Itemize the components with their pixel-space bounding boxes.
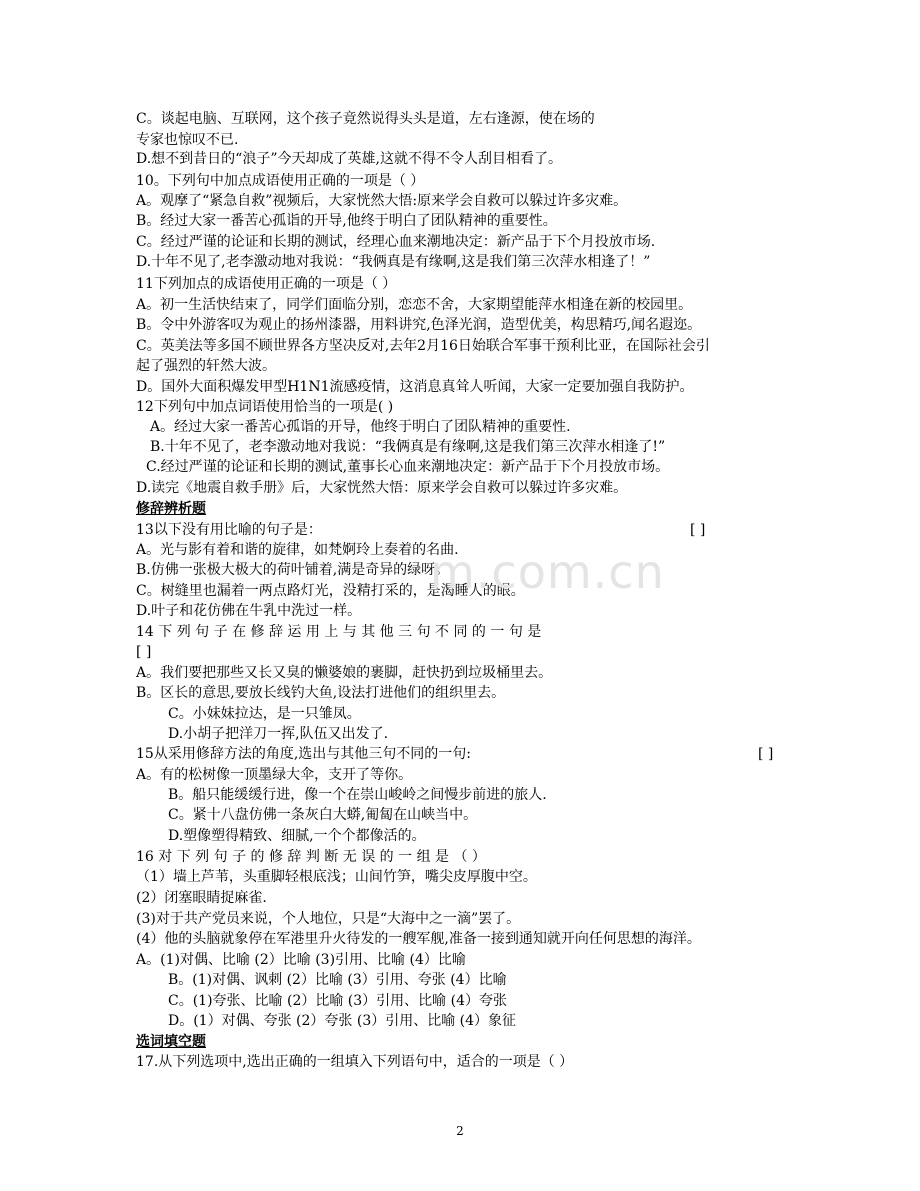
text-line: 15从采用修辞方法的角度,选出与其他三句不同的一句: [136, 746, 471, 762]
text-line: B。区长的意思,要放长线钓大鱼,设法打进他们的组织里去。 [136, 685, 506, 701]
text-line: C。小妹妹拉达，是一只雏凤。 [168, 706, 361, 722]
text-line: D.塑像塑得精致、细腻,一个个都像活的。 [168, 828, 426, 844]
watermark: m.com.cn [430, 545, 665, 599]
text-line: A。我们要把那些又长又臭的懒婆娘的裹脚，赶快扔到垃圾桶里去。 [136, 665, 553, 681]
text-line: B。船只能缓缓行进，像一个在崇山峻岭之间慢步前进的旅人. [168, 787, 547, 803]
text-line: D.读完《地震自救手册》后，大家恍然大悟：原来学会自救可以躲过许多灾难。 [136, 480, 628, 496]
text-line: 12下列句中加点词语使用恰当的一项是( ) [136, 399, 394, 415]
text-line: 14 下 列 句 子 在 修 辞 运 用 上 与 其 他 三 句 不 同 的 一 句 是 [136, 624, 542, 640]
text-line: 11下列加点的成语使用正确的一项是（ ） [136, 276, 397, 292]
text-line: (2）闭塞眼睛捉麻雀. [136, 890, 267, 906]
text-line: A。观摩了“紧急自救”视频后，大家恍然大悟:原来学会自救可以躲过许多灾难。 [136, 193, 628, 209]
text-line: D.小胡子把洋刀一挥,队伍又出发了. [168, 726, 389, 742]
section-heading: 选词填空题 [136, 1034, 206, 1050]
text-line: D.想不到昔日的“浪子”今天却成了英雄,这就不得不令人刮目相看了。 [136, 151, 562, 167]
text-line: 13以下没有用比喻的句子是： [136, 522, 322, 538]
text-line: (4）他的头脑就象停在军港里升火待发的一艘军舰,准备一接到通知就开向任何思想的海洋。 [136, 931, 701, 947]
text-line: B.十年不见了，老李激动地对我说：“我俩真是有缘啊,这是我们第三次萍水相逢了!” [150, 439, 666, 455]
text-line: C。树缝里也漏着一两点路灯光，没精打采的，是渴睡人的眼。 [136, 583, 525, 599]
text-line: C。经过严谨的论证和长期的测试，经理心血来潮地决定：新产品于下个月投放市场. [136, 234, 656, 250]
text-line: 10。下列句中加点成语使用正确的一项是（ ） [136, 173, 425, 189]
text-line: A。(1)对偶、比喻 (2）比喻 (3)引用、比喻 (4）比喻 [136, 952, 466, 968]
text-line: A。光与影有着和谐的旋律，如梵婀玲上奏着的名曲. [136, 542, 459, 558]
text-line: B.仿佛一张极大极大的荷叶铺着,满是奇异的绿呀。 [136, 562, 450, 578]
text-line: [ ] [136, 644, 152, 660]
text-line: （1）墙上芦苇，头重脚轻根底浅；山间竹笋，嘴尖皮厚腹中空。 [136, 869, 537, 885]
text-line: 17.从下列选项中,选出正确的一组填入下列语句中，适合的一项是（ ） [136, 1054, 574, 1070]
text-line: (3)对于共产党员来说，个人地位，只是“大海中之一滴”罢了。 [136, 911, 521, 927]
text-line: 专家也惊叹不已. [136, 132, 239, 148]
text-line: 16 对 下 列 句 子 的 修 辞 判 断 无 误 的 一 组 是 （ ） [136, 849, 486, 865]
text-line: B。(1)对偶、讽刺 (2）比喻 (3）引用、夸张 (4）比喻 [168, 972, 507, 988]
page-number: 2 [456, 1124, 464, 1138]
text-line: A。经过大家一番苦心孤诣的开导，他终于明白了团队精神的重要性. [150, 419, 571, 435]
text-line: B。令中外游客叹为观止的扬州漆器，用料讲究,色泽光润，造型优美，构思精巧,闻名遐迩。 [136, 317, 702, 333]
text-line: C。紧十八盘仿佛一条灰白大蟒,匍匐在山峡当中。 [168, 807, 478, 823]
text-line: 起了强烈的轩然大波。 [136, 358, 276, 374]
text-line: D。(1）对偶、夸张 (2）夸张 (3）引用、比喻 (4）象征 [168, 1013, 517, 1029]
text-line: C。英美法等多国不顾世界各方坚决反对,去年2月16日始联合军事干预利比亚，在国际社会引 [136, 338, 710, 354]
text-line: C。(1)夸张、比喻 (2）比喻 (3）引用、比喻 (4）夸张 [168, 993, 507, 1009]
text-line: A。初一生活快结束了，同学们面临分别，恋恋不舍，大家期望能萍水相逢在新的校园里。 [136, 297, 693, 313]
text-line: A。有的松树像一顶墨绿大伞，支开了等你。 [136, 767, 413, 783]
text-line: D。国外大面积爆发甲型H1N1流感疫情，这消息真耸人听闻，大家一定要加强自我防护。 [136, 379, 694, 395]
section-heading: 修辞辨析题 [136, 501, 206, 517]
text-line: C.经过严谨的论证和长期的测试,董事长心血来潮地决定：新产品于下个月投放市场。 [146, 459, 670, 475]
q13-answer-bracket: [ ] [690, 522, 706, 538]
text-line: C。谈起电脑、互联网，这个孩子竟然说得头头是道，左右逢源，使在场的 [136, 111, 595, 127]
text-line: B。经过大家一番苦心孤诣的开导,他终于明白了团队精神的重要性。 [136, 213, 557, 229]
text-line: D.十年不见了,老李激动地对我说：“我俩真是有缘啊,这是我们第三次萍水相逢了！” [136, 254, 651, 270]
text-line: D.叶子和花仿佛在牛乳中洗过一样。 [136, 603, 362, 619]
q15-answer-bracket: [ ] [758, 746, 774, 762]
